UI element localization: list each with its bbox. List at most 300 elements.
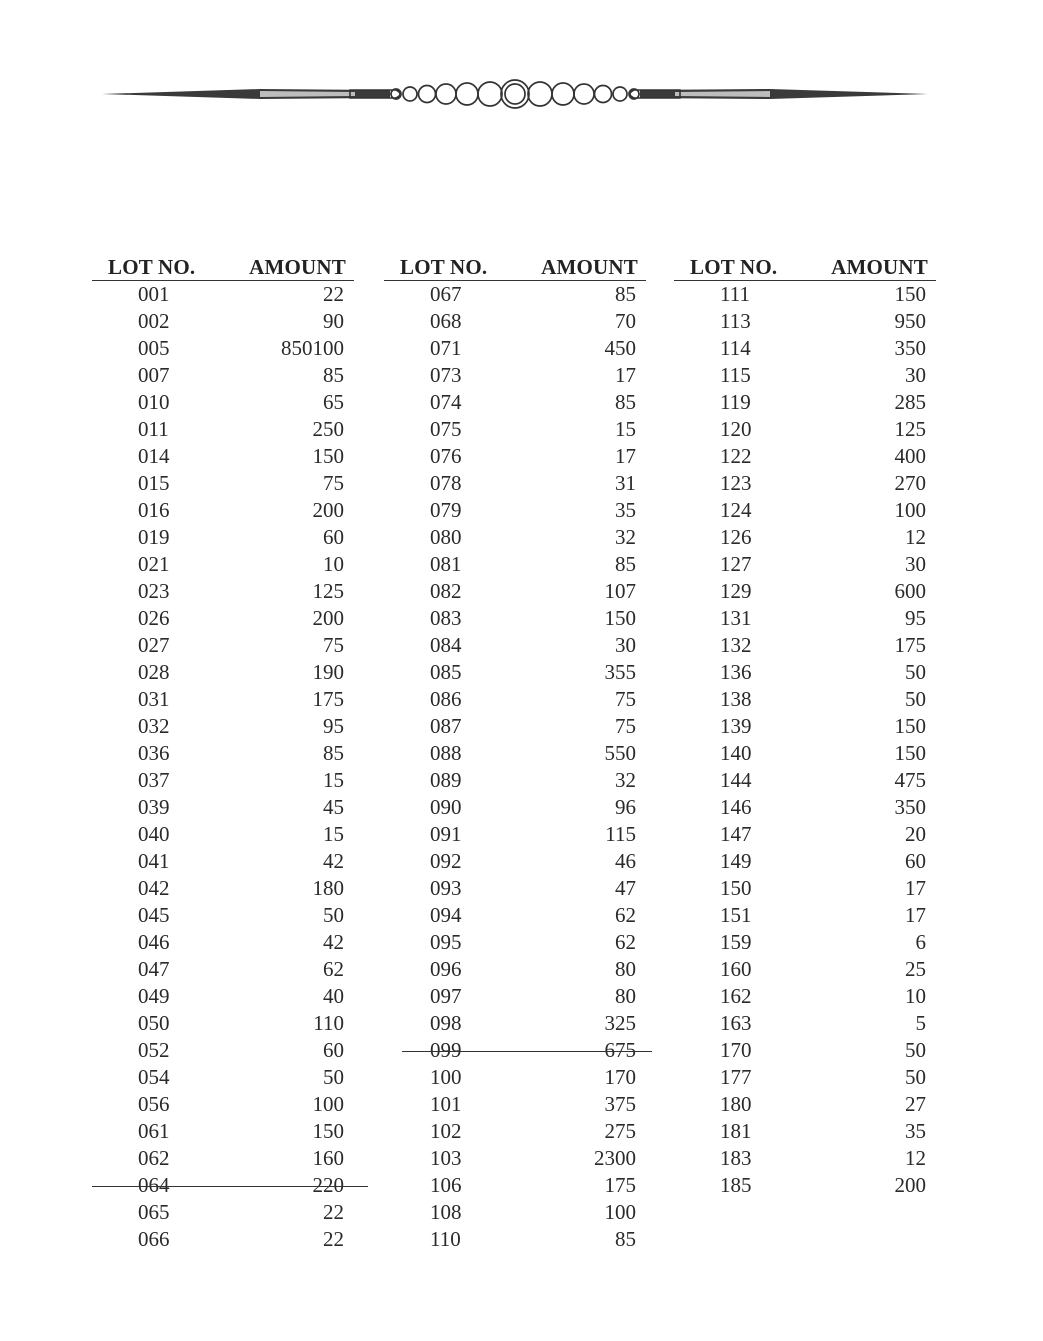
lot-number: 162 — [720, 984, 752, 1008]
lot-number: 099 — [430, 1038, 462, 1062]
table-row — [674, 335, 936, 362]
lot-amount: 15 — [615, 417, 636, 441]
table-row — [92, 416, 354, 443]
table-row — [92, 1064, 354, 1091]
table-row — [92, 929, 354, 956]
lot-number: 115 — [720, 363, 751, 387]
table-row — [92, 767, 354, 794]
lot-number: 122 — [720, 444, 752, 468]
table-row — [674, 1091, 936, 1118]
table-row — [384, 1064, 646, 1091]
lot-number: 180 — [720, 1092, 752, 1116]
decorative-divider-icon — [100, 70, 930, 120]
lot-amount: 50 — [323, 903, 344, 927]
table-row — [674, 848, 936, 875]
table-row — [384, 551, 646, 578]
lot-amount: 17 — [615, 363, 636, 387]
lot-amount: 6 — [915, 930, 926, 954]
table-row — [674, 659, 936, 686]
lot-number: 015 — [138, 471, 170, 495]
lot-amount: 107 — [604, 579, 636, 603]
lot-amount: 85 — [615, 390, 636, 414]
lot-amount: 110 — [313, 1011, 344, 1035]
lot-number: 086 — [430, 687, 462, 711]
lot-amount: 85 — [323, 363, 344, 387]
lot-number: 054 — [138, 1065, 170, 1089]
lot-column-1 — [92, 252, 354, 1253]
lot-amount: 850100 — [281, 336, 344, 360]
lot-amount: 100 — [894, 498, 926, 522]
table-row — [92, 605, 354, 632]
table-row — [384, 1091, 646, 1118]
lot-number: 078 — [430, 471, 462, 495]
lot-number: 120 — [720, 417, 752, 441]
lot-amount: 550 — [604, 741, 636, 765]
lot-number: 073 — [430, 363, 462, 387]
table-row — [674, 308, 936, 335]
table-row — [674, 497, 936, 524]
lot-number: 103 — [430, 1146, 462, 1170]
lot-number: 023 — [138, 579, 170, 603]
lot-amount: 10 — [905, 984, 926, 1008]
table-row — [674, 713, 936, 740]
lot-amount: 32 — [615, 768, 636, 792]
lot-amount: 96 — [615, 795, 636, 819]
lot-number: 079 — [430, 498, 462, 522]
table-row — [384, 983, 646, 1010]
table-row — [384, 1145, 646, 1172]
lot-no-header: LOT NO. — [400, 255, 488, 279]
struck-table-row — [92, 1172, 354, 1199]
lot-no-header: LOT NO. — [108, 255, 196, 279]
lot-number: 071 — [430, 336, 462, 360]
lot-column-3 — [674, 252, 936, 1199]
lot-number: 163 — [720, 1011, 752, 1035]
lot-amount: 10 — [323, 552, 344, 576]
table-row — [384, 632, 646, 659]
lot-amount: 60 — [323, 1038, 344, 1062]
column-header — [674, 252, 936, 281]
lot-number: 094 — [430, 903, 462, 927]
table-row — [384, 929, 646, 956]
table-row — [384, 416, 646, 443]
lot-amount: 20 — [905, 822, 926, 846]
lot-list — [92, 281, 354, 1253]
lot-number: 046 — [138, 930, 170, 954]
lot-number: 159 — [720, 930, 752, 954]
lot-amount: 75 — [615, 687, 636, 711]
table-row — [674, 767, 936, 794]
table-row — [92, 848, 354, 875]
lot-number: 014 — [138, 444, 170, 468]
lot-number: 050 — [138, 1011, 170, 1035]
lot-amount: 46 — [615, 849, 636, 873]
lot-number: 084 — [430, 633, 462, 657]
lot-amount: 85 — [323, 741, 344, 765]
lot-number: 016 — [138, 498, 170, 522]
lot-number: 097 — [430, 984, 462, 1008]
table-row — [92, 659, 354, 686]
table-row — [384, 281, 646, 308]
lot-amount: 42 — [323, 930, 344, 954]
lot-number: 177 — [720, 1065, 752, 1089]
lot-amount: 47 — [615, 876, 636, 900]
table-row — [384, 821, 646, 848]
table-row — [674, 605, 936, 632]
lot-number: 001 — [138, 282, 170, 306]
lot-amount: 35 — [905, 1119, 926, 1143]
lot-amount: 62 — [615, 903, 636, 927]
lot-number: 181 — [720, 1119, 752, 1143]
table-row — [384, 578, 646, 605]
lot-amount: 2300 — [594, 1146, 636, 1170]
lot-number: 126 — [720, 525, 752, 549]
table-row — [674, 1172, 936, 1199]
lot-number: 127 — [720, 552, 752, 576]
lot-number: 028 — [138, 660, 170, 684]
lot-amount: 175 — [604, 1173, 636, 1197]
lot-amount: 675 — [604, 1038, 636, 1062]
table-row — [384, 1199, 646, 1226]
lot-amount: 150 — [894, 282, 926, 306]
lot-amount: 90 — [323, 309, 344, 333]
lot-number: 080 — [430, 525, 462, 549]
lot-number: 074 — [430, 390, 462, 414]
lot-amount: 95 — [905, 606, 926, 630]
table-row — [92, 389, 354, 416]
lot-number: 085 — [430, 660, 462, 684]
lot-amount: 22 — [323, 1200, 344, 1224]
lot-number: 124 — [720, 498, 752, 522]
lot-number: 140 — [720, 741, 752, 765]
lot-amount: 600 — [894, 579, 926, 603]
table-row — [674, 416, 936, 443]
table-row — [92, 1145, 354, 1172]
table-row — [674, 686, 936, 713]
table-row — [92, 740, 354, 767]
table-row — [384, 470, 646, 497]
table-row — [384, 1118, 646, 1145]
lot-amount: 35 — [615, 498, 636, 522]
table-row — [674, 1145, 936, 1172]
table-row — [674, 281, 936, 308]
lot-amount: 150 — [894, 741, 926, 765]
lot-amount: 62 — [323, 957, 344, 981]
lot-amount: 17 — [615, 444, 636, 468]
lot-amount: 50 — [905, 660, 926, 684]
lot-number: 066 — [138, 1227, 170, 1251]
lot-number: 056 — [138, 1092, 170, 1116]
lot-amount: 175 — [894, 633, 926, 657]
lot-number: 119 — [720, 390, 751, 414]
lot-amount: 75 — [615, 714, 636, 738]
table-row — [384, 875, 646, 902]
lot-amount: 125 — [312, 579, 344, 603]
table-row — [384, 389, 646, 416]
table-row — [674, 470, 936, 497]
lot-number: 052 — [138, 1038, 170, 1062]
lot-list — [674, 281, 936, 1199]
lot-amount: 150 — [604, 606, 636, 630]
lot-amount: 50 — [323, 1065, 344, 1089]
struck-table-row — [384, 1037, 646, 1064]
lot-amount: 40 — [323, 984, 344, 1008]
lot-number: 131 — [720, 606, 752, 630]
table-row — [674, 389, 936, 416]
lot-number: 090 — [430, 795, 462, 819]
table-row — [92, 983, 354, 1010]
lot-amount: 42 — [323, 849, 344, 873]
lot-number: 076 — [430, 444, 462, 468]
lot-number: 007 — [138, 363, 170, 387]
lot-number: 101 — [430, 1092, 462, 1116]
table-row — [674, 362, 936, 389]
lot-amount: 50 — [905, 687, 926, 711]
lot-amount: 15 — [323, 822, 344, 846]
table-row — [92, 335, 354, 362]
lot-number: 092 — [430, 849, 462, 873]
lot-column-2 — [384, 252, 646, 1253]
lot-amount: 60 — [905, 849, 926, 873]
table-row — [674, 821, 936, 848]
table-row — [384, 659, 646, 686]
lot-amount: 450 — [604, 336, 636, 360]
lot-amount: 22 — [323, 282, 344, 306]
lot-amount: 15 — [323, 768, 344, 792]
table-row — [384, 443, 646, 470]
lot-number: 021 — [138, 552, 170, 576]
lot-amount: 75 — [323, 633, 344, 657]
lot-amount: 325 — [604, 1011, 636, 1035]
table-row — [92, 1226, 354, 1253]
lot-number: 102 — [430, 1119, 462, 1143]
lot-amount: 375 — [604, 1092, 636, 1116]
lot-amount: 30 — [615, 633, 636, 657]
lot-number: 010 — [138, 390, 170, 414]
table-row — [384, 740, 646, 767]
lot-number: 106 — [430, 1173, 462, 1197]
lot-amount: 85 — [615, 1227, 636, 1251]
table-row — [92, 632, 354, 659]
column-header — [384, 252, 646, 281]
lot-number: 064 — [138, 1173, 170, 1197]
table-row — [92, 308, 354, 335]
table-row — [92, 686, 354, 713]
lot-amount: 175 — [312, 687, 344, 711]
lot-no-header: LOT NO. — [690, 255, 778, 279]
table-row — [92, 1199, 354, 1226]
lot-number: 083 — [430, 606, 462, 630]
table-row — [674, 524, 936, 551]
table-row — [92, 497, 354, 524]
lot-number: 011 — [138, 417, 169, 441]
lot-number: 110 — [430, 1227, 461, 1251]
amount-header: AMOUNT — [249, 255, 346, 279]
lot-amount: 270 — [894, 471, 926, 495]
lot-number: 183 — [720, 1146, 752, 1170]
lot-number: 111 — [720, 282, 750, 306]
lot-amount: 350 — [894, 336, 926, 360]
lot-amount: 50 — [905, 1065, 926, 1089]
table-row — [384, 1010, 646, 1037]
lot-amount: 70 — [615, 309, 636, 333]
lot-amount: 100 — [604, 1200, 636, 1224]
lot-amount: 75 — [323, 471, 344, 495]
table-row — [674, 1118, 936, 1145]
lot-amount: 30 — [905, 552, 926, 576]
table-row — [674, 632, 936, 659]
lot-number: 067 — [430, 282, 462, 306]
lot-number: 087 — [430, 714, 462, 738]
lot-amount: 200 — [312, 606, 344, 630]
lot-number: 088 — [430, 741, 462, 765]
lot-number: 091 — [430, 822, 462, 846]
lot-list — [384, 281, 646, 1253]
lot-amount: 27 — [905, 1092, 926, 1116]
lot-number: 047 — [138, 957, 170, 981]
table-row — [674, 875, 936, 902]
lot-amount: 150 — [312, 1119, 344, 1143]
lot-number: 138 — [720, 687, 752, 711]
lot-amount: 150 — [894, 714, 926, 738]
table-row — [674, 956, 936, 983]
lot-amount: 60 — [323, 525, 344, 549]
lot-amount: 17 — [905, 876, 926, 900]
lot-amount: 85 — [615, 552, 636, 576]
table-row — [384, 1226, 646, 1253]
lot-amount: 200 — [312, 498, 344, 522]
table-row — [674, 794, 936, 821]
amount-header: AMOUNT — [541, 255, 638, 279]
lot-number: 123 — [720, 471, 752, 495]
lot-amount: 285 — [894, 390, 926, 414]
table-row — [674, 902, 936, 929]
lot-amount: 50 — [905, 1038, 926, 1062]
lot-number: 032 — [138, 714, 170, 738]
lot-amount: 200 — [894, 1173, 926, 1197]
lot-number: 036 — [138, 741, 170, 765]
table-row — [92, 1118, 354, 1145]
lot-amount: 85 — [615, 282, 636, 306]
table-row — [384, 524, 646, 551]
lot-amount: 62 — [615, 930, 636, 954]
lot-number: 149 — [720, 849, 752, 873]
table-row — [674, 1037, 936, 1064]
lot-number: 096 — [430, 957, 462, 981]
lot-amount: 950 — [894, 309, 926, 333]
table-row — [384, 308, 646, 335]
lot-number: 019 — [138, 525, 170, 549]
lot-amount: 12 — [905, 1146, 926, 1170]
lot-amount: 30 — [905, 363, 926, 387]
lot-amount: 80 — [615, 984, 636, 1008]
table-row — [92, 1037, 354, 1064]
lot-amount: 400 — [894, 444, 926, 468]
table-row — [92, 875, 354, 902]
lot-amount: 250 — [312, 417, 344, 441]
lot-amount: 80 — [615, 957, 636, 981]
table-row — [92, 443, 354, 470]
lot-amount: 22 — [323, 1227, 344, 1251]
table-row — [384, 335, 646, 362]
lot-number: 185 — [720, 1173, 752, 1197]
lot-number: 113 — [720, 309, 751, 333]
lot-number: 002 — [138, 309, 170, 333]
table-row — [92, 956, 354, 983]
lot-number: 005 — [138, 336, 170, 360]
lot-number: 093 — [430, 876, 462, 900]
lot-number: 136 — [720, 660, 752, 684]
lot-number: 170 — [720, 1038, 752, 1062]
lot-number: 062 — [138, 1146, 170, 1170]
lot-number: 040 — [138, 822, 170, 846]
table-row — [384, 848, 646, 875]
table-row — [384, 713, 646, 740]
table-row — [92, 821, 354, 848]
lot-number: 082 — [430, 579, 462, 603]
lot-amount: 475 — [894, 768, 926, 792]
table-row — [384, 362, 646, 389]
table-row — [92, 1010, 354, 1037]
lot-amount: 100 — [312, 1092, 344, 1116]
lot-number: 139 — [720, 714, 752, 738]
lot-amount: 190 — [312, 660, 344, 684]
lot-number: 160 — [720, 957, 752, 981]
lot-amount: 17 — [905, 903, 926, 927]
lot-number: 132 — [720, 633, 752, 657]
lot-number: 027 — [138, 633, 170, 657]
lot-number: 100 — [430, 1065, 462, 1089]
lot-amount: 45 — [323, 795, 344, 819]
lot-amount: 95 — [323, 714, 344, 738]
lot-number: 147 — [720, 822, 752, 846]
lot-amount: 275 — [604, 1119, 636, 1143]
lot-number: 026 — [138, 606, 170, 630]
table-row — [92, 902, 354, 929]
lot-number: 098 — [430, 1011, 462, 1035]
lot-amount: 355 — [604, 660, 636, 684]
lot-amount: 12 — [905, 525, 926, 549]
table-row — [92, 281, 354, 308]
lot-number: 081 — [430, 552, 462, 576]
table-row — [674, 578, 936, 605]
table-row — [674, 1064, 936, 1091]
lot-amount: 5 — [915, 1011, 926, 1035]
table-row — [384, 794, 646, 821]
lot-number: 075 — [430, 417, 462, 441]
lot-amount: 170 — [604, 1065, 636, 1089]
lot-amount: 25 — [905, 957, 926, 981]
lot-number: 042 — [138, 876, 170, 900]
lot-amount: 350 — [894, 795, 926, 819]
lot-number: 146 — [720, 795, 752, 819]
lot-number: 150 — [720, 876, 752, 900]
table-row — [674, 740, 936, 767]
lot-number: 061 — [138, 1119, 170, 1143]
lot-number: 151 — [720, 903, 752, 927]
lot-amount: 65 — [323, 390, 344, 414]
table-row — [92, 362, 354, 389]
table-row — [92, 713, 354, 740]
lot-amount: 32 — [615, 525, 636, 549]
lot-amount: 125 — [894, 417, 926, 441]
lot-number: 068 — [430, 309, 462, 333]
table-row — [92, 551, 354, 578]
table-row — [384, 956, 646, 983]
amount-header: AMOUNT — [831, 255, 928, 279]
table-row — [674, 443, 936, 470]
lot-number: 089 — [430, 768, 462, 792]
